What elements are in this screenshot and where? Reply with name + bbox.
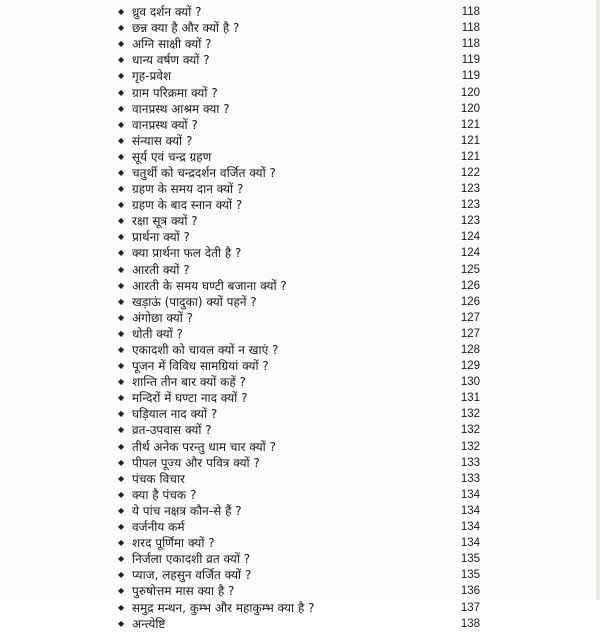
diamond-bullet-icon: ◆: [118, 264, 125, 274]
toc-entry-page-number: 128: [460, 344, 480, 357]
toc-entry-title: वर्जनीय कर्म: [132, 520, 185, 535]
table-of-contents: [118, 4, 480, 632]
toc-entry-title: क्या प्रार्थना फल देती है ?: [132, 246, 242, 261]
toc-entry-title: छन्न क्या है और क्यों है ?: [132, 21, 240, 36]
toc-entry: [118, 342, 480, 358]
toc-entry: [118, 68, 480, 84]
toc-entry: [118, 567, 480, 583]
toc-entry-title: संन्यास क्यों ?: [132, 133, 193, 148]
toc-entry-page-number: 134: [460, 537, 480, 550]
diamond-bullet-icon: ◆: [118, 55, 125, 65]
toc-entry-page-number: 134: [460, 521, 480, 534]
toc-entry-title: समुद्र मन्थन, कुम्भ और महाकुम्भ क्या है ?: [132, 600, 315, 615]
toc-entry-title: मन्दिरों में घण्टा नाद क्यों ?: [132, 391, 248, 406]
toc-entry: [118, 551, 480, 567]
toc-entry-page-number: 131: [460, 392, 480, 405]
toc-entry-page-number: 132: [460, 440, 480, 453]
toc-entry-page-number: 135: [460, 553, 480, 566]
toc-entry: [118, 406, 480, 422]
toc-entry: [118, 36, 480, 52]
toc-entry-title: वानप्रस्थ आश्रम क्या ?: [132, 101, 230, 116]
toc-entry: [118, 310, 480, 326]
toc-entry-page-number: 124: [460, 231, 480, 244]
diamond-bullet-icon: ◆: [118, 184, 125, 194]
toc-entry: [118, 52, 480, 68]
diamond-bullet-icon: ◆: [118, 328, 125, 338]
diamond-bullet-icon: ◆: [118, 119, 125, 129]
diamond-bullet-icon: ◆: [118, 232, 125, 242]
diamond-bullet-icon: ◆: [118, 87, 125, 97]
diamond-bullet-icon: ◆: [118, 296, 125, 306]
diamond-bullet-icon: ◆: [118, 570, 125, 580]
toc-entry: [118, 503, 480, 519]
toc-entry-page-number: 129: [460, 360, 480, 373]
toc-entry-title: खड़ाऊं (पादुका) क्यों पहनें ?: [132, 294, 257, 309]
toc-entry: [118, 84, 480, 100]
toc-entry: [118, 439, 480, 455]
toc-entry: [118, 197, 480, 213]
toc-entry-title: शरद पूर्णिमा क्यों ?: [132, 536, 215, 551]
diamond-bullet-icon: ◆: [118, 393, 125, 403]
toc-entry: [118, 455, 480, 471]
toc-entry-page-number: 134: [460, 504, 480, 517]
toc-entry-title: पंचक विचार: [132, 471, 185, 486]
toc-entry-title: तीर्थ अनेक परन्तु धाम चार क्यों ?: [132, 439, 276, 454]
toc-entry: [118, 133, 480, 149]
toc-entry: [118, 20, 480, 36]
diamond-bullet-icon: ◆: [118, 522, 125, 532]
toc-entry-page-number: 127: [460, 327, 480, 340]
toc-entry-page-number: 126: [460, 279, 480, 292]
diamond-bullet-icon: ◆: [118, 71, 125, 81]
diamond-bullet-icon: ◆: [118, 409, 125, 419]
diamond-bullet-icon: ◆: [118, 602, 125, 612]
toc-entry-page-number: 123: [460, 215, 480, 228]
toc-entry: [118, 519, 480, 535]
diamond-bullet-icon: ◆: [118, 425, 125, 435]
diamond-bullet-icon: ◆: [118, 345, 125, 355]
toc-entry-page-number: 133: [460, 456, 480, 469]
toc-entry-page-number: 126: [460, 295, 480, 308]
toc-entry-title: क्या है पंचक ?: [132, 487, 197, 502]
diamond-bullet-icon: ◆: [118, 457, 125, 467]
toc-entry-page-number: 119: [461, 54, 480, 67]
toc-entry: [118, 471, 480, 487]
toc-entry-page-number: 119: [461, 70, 480, 83]
toc-entry-title: गृह-प्रवेश: [132, 69, 172, 84]
toc-entry-page-number: 121: [460, 150, 480, 163]
toc-entry-title: आरती क्यों ?: [132, 262, 190, 277]
toc-entry-title: एकादशी को चावल क्यों न खाएं ?: [132, 343, 279, 358]
toc-entry: [118, 390, 480, 406]
toc-entry: [118, 487, 480, 503]
toc-entry-title: घड़ियाल नाद क्यों ?: [132, 407, 218, 422]
toc-entry-title: ग्रहण के बाद स्नान क्यों ?: [132, 198, 243, 213]
toc-entry: [118, 262, 480, 278]
diamond-bullet-icon: ◆: [118, 151, 125, 161]
toc-entry: [118, 4, 480, 20]
toc-entry-title: वानप्रस्थ क्यों ?: [132, 117, 198, 132]
toc-entry: [118, 181, 480, 197]
diamond-bullet-icon: ◆: [118, 377, 125, 387]
toc-entry: [118, 358, 480, 374]
diamond-bullet-icon: ◆: [118, 618, 125, 628]
toc-entry-page-number: 122: [460, 166, 480, 179]
diamond-bullet-icon: ◆: [118, 489, 125, 499]
toc-entry-page-number: 121: [460, 118, 480, 131]
diamond-bullet-icon: ◆: [118, 361, 125, 371]
diamond-bullet-icon: ◆: [118, 280, 125, 290]
toc-entry-title: ध्रुव दर्शन क्यों ?: [132, 5, 202, 20]
toc-entry-title: निर्जला एकादशी व्रत क्यों ?: [132, 552, 251, 567]
toc-entry-page-number: 120: [460, 86, 480, 99]
toc-entry-page-number: 130: [460, 376, 480, 389]
toc-entry-page-number: 125: [460, 263, 480, 276]
toc-entry-page-number: 124: [460, 247, 480, 260]
toc-entry-title: धोती क्यों ?: [132, 326, 183, 341]
page-edge: [596, 0, 600, 600]
toc-entry-title: अग्नि साक्षी क्यों ?: [132, 37, 212, 52]
toc-entry-page-number: 121: [460, 134, 480, 147]
toc-entry-page-number: 132: [460, 424, 480, 437]
toc-entry-page-number: 118: [461, 38, 480, 51]
toc-entry: [118, 599, 480, 615]
diamond-bullet-icon: ◆: [118, 216, 125, 226]
diamond-bullet-icon: ◆: [118, 135, 125, 145]
toc-entry-title: शान्ति तीन बार क्यों कहें ?: [132, 375, 246, 390]
diamond-bullet-icon: ◆: [118, 167, 125, 177]
diamond-bullet-icon: ◆: [118, 103, 125, 113]
toc-entry: [118, 149, 480, 165]
diamond-bullet-icon: ◆: [118, 7, 125, 17]
toc-entry-page-number: 133: [460, 472, 480, 485]
toc-entry-page-number: 123: [460, 183, 480, 196]
toc-entry-page-number: 136: [460, 585, 480, 598]
toc-entry-title: ग्रहण के समय दान क्यों ?: [132, 182, 244, 197]
diamond-bullet-icon: ◆: [118, 441, 125, 451]
toc-entry-page-number: 132: [460, 408, 480, 421]
toc-entry-title: चतुर्थी को चन्द्रदर्शन वर्जित क्यों ?: [132, 165, 276, 180]
diamond-bullet-icon: ◆: [118, 554, 125, 564]
diamond-bullet-icon: ◆: [118, 312, 125, 322]
toc-entry: [118, 326, 480, 342]
toc-entry-title: व्रत-उपवास क्यों ?: [132, 423, 212, 438]
toc-entry: [118, 165, 480, 181]
toc-entry-page-number: 135: [460, 569, 480, 582]
toc-entry: [118, 294, 480, 310]
toc-entry-title: आरती के समय घण्टी बजाना क्यों ?: [132, 278, 287, 293]
toc-entry-title: पुरुषोत्तम मास क्या है ?: [132, 584, 235, 599]
toc-entry-title: पीपल पूज्य और पवित्र क्यों ?: [132, 455, 260, 470]
toc-entry-title: प्याज, लहसुन वर्जित क्यों ?: [132, 568, 252, 583]
toc-entry: [118, 229, 480, 245]
toc-entry-page-number: 118: [461, 6, 480, 19]
toc-entry: [118, 422, 480, 438]
toc-entry-title: ये पांच नक्षत्र कौन-से हैं ?: [132, 503, 242, 518]
toc-entry-title: ग्राम परिक्रमा क्यों ?: [132, 85, 218, 100]
toc-entry-page-number: 120: [460, 102, 480, 115]
toc-entry-page-number: 123: [460, 199, 480, 212]
toc-entry-title: पूजन में विविध सामग्रियां क्यों ?: [132, 359, 269, 374]
toc-entry-title: सूर्य एवं चन्द्र ग्रहण: [132, 149, 212, 164]
toc-entry-page-number: 138: [460, 617, 480, 630]
toc-entry-title: अन्त्येष्टि: [132, 616, 166, 631]
diamond-bullet-icon: ◆: [118, 200, 125, 210]
toc-entry-page-number: 134: [460, 488, 480, 501]
toc-entry: [118, 245, 480, 261]
toc-entry: [118, 374, 480, 390]
toc-entry: [118, 278, 480, 294]
toc-entry-page-number: 137: [460, 601, 480, 614]
toc-entry-page-number: 127: [460, 311, 480, 324]
toc-entry: [118, 101, 480, 117]
diamond-bullet-icon: ◆: [118, 23, 125, 33]
toc-entry: [118, 117, 480, 133]
toc-entry-title: प्रार्थना क्यों ?: [132, 230, 190, 245]
toc-entry-title: रक्षा सूत्र क्यों ?: [132, 214, 198, 229]
diamond-bullet-icon: ◆: [118, 39, 125, 49]
diamond-bullet-icon: ◆: [118, 586, 125, 596]
toc-entry-title: अंगोछा क्यों ?: [132, 310, 194, 325]
diamond-bullet-icon: ◆: [118, 538, 125, 548]
toc-entry-title: धान्य वर्षण क्यों ?: [132, 53, 210, 68]
toc-entry: [118, 535, 480, 551]
diamond-bullet-icon: ◆: [118, 248, 125, 258]
toc-entry: [118, 213, 480, 229]
diamond-bullet-icon: ◆: [118, 473, 125, 483]
diamond-bullet-icon: ◆: [118, 505, 125, 515]
toc-entry: [118, 583, 480, 599]
toc-entry-page-number: 118: [461, 22, 480, 35]
toc-entry: [118, 616, 480, 632]
